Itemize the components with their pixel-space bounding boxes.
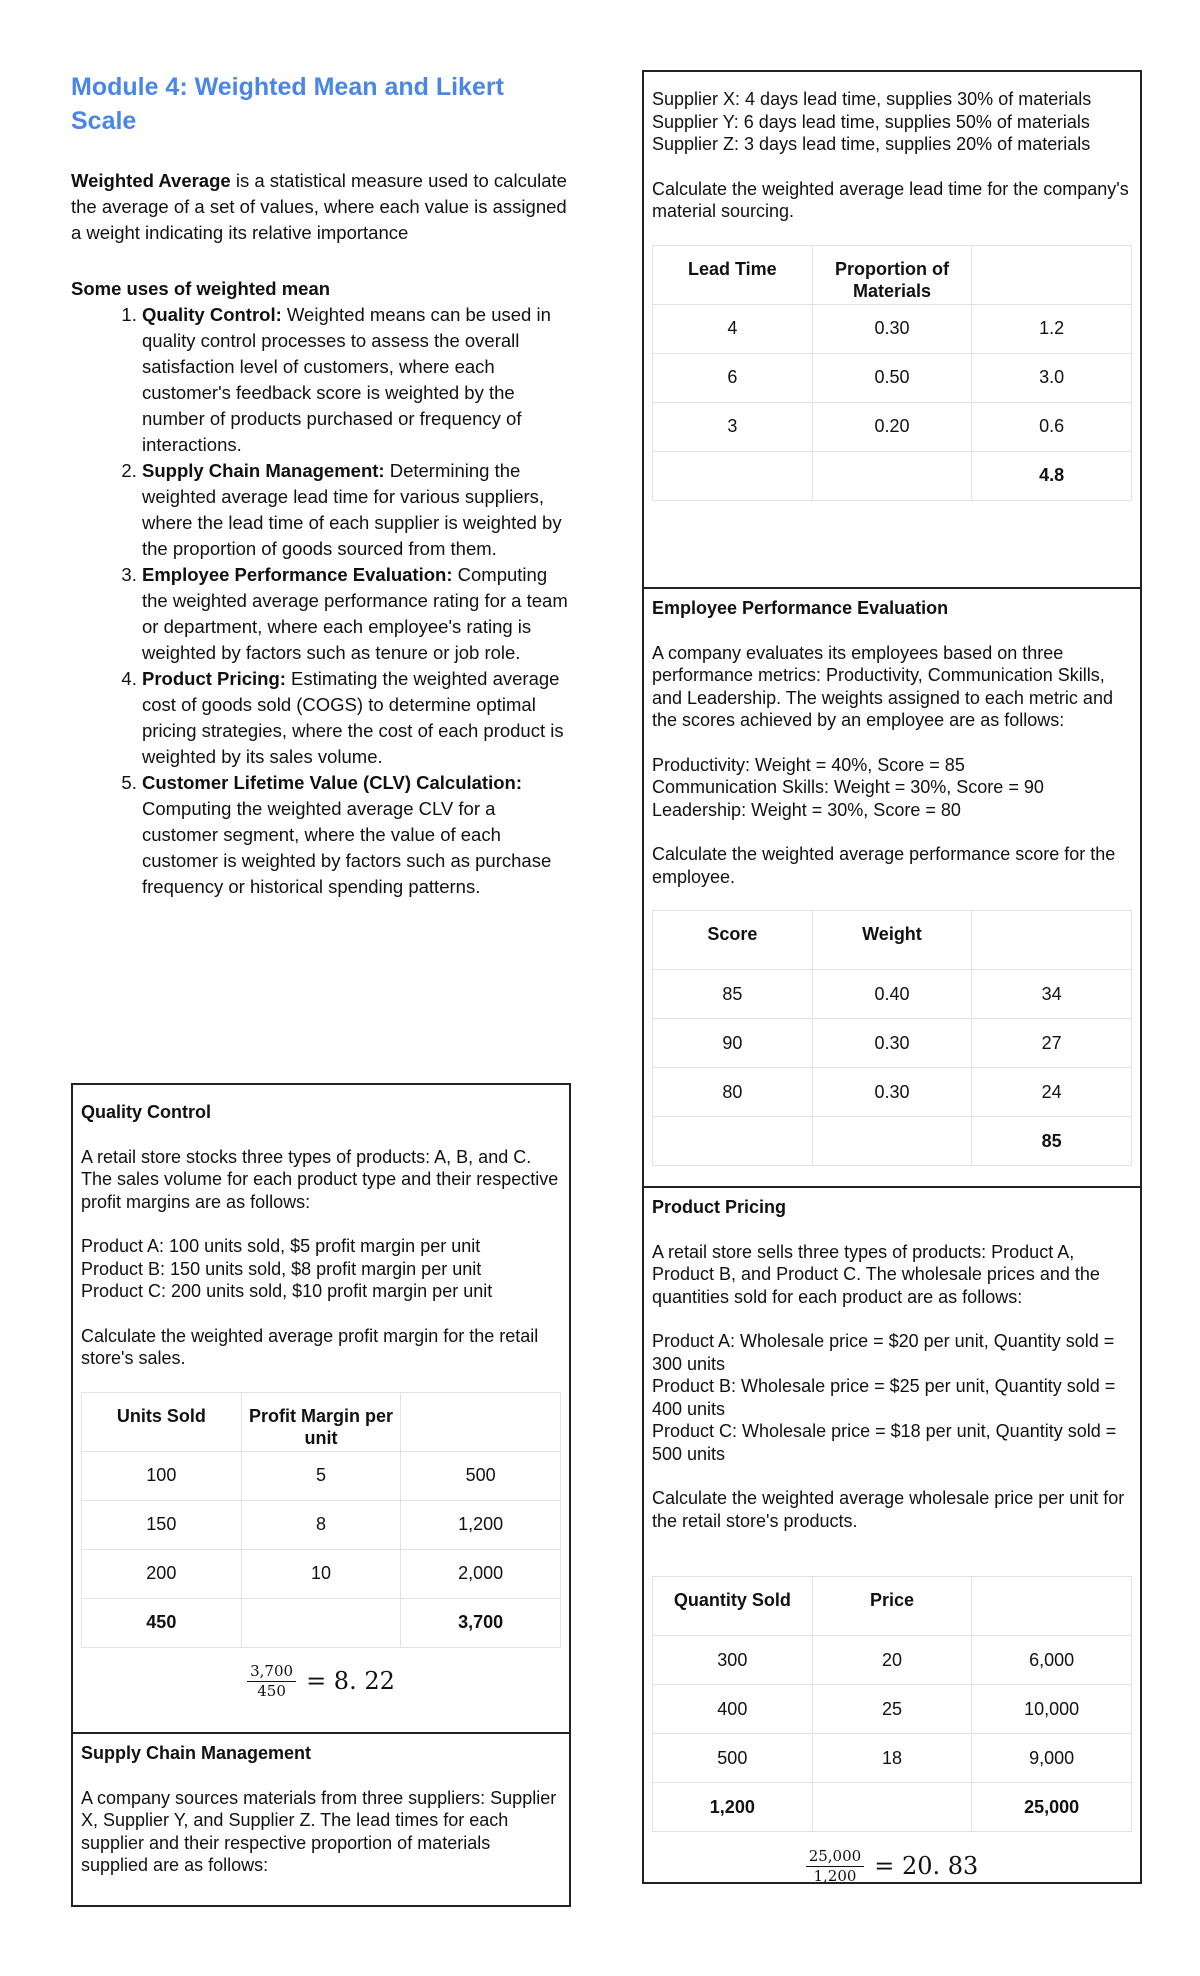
table-cell: 0.30	[812, 1068, 972, 1117]
table-cell: 0.30	[812, 304, 972, 353]
table-cell: 200	[82, 1549, 242, 1598]
use-label: Employee Performance Evaluation:	[142, 564, 453, 585]
uses-list	[71, 302, 571, 900]
section-line: Product C: Wholesale price = $18 per unit, Quantity sold = 500 units	[652, 1421, 1117, 1464]
column-header	[401, 1392, 561, 1451]
table-cell: 3,700	[401, 1598, 561, 1647]
product-pricing-section	[644, 1188, 1140, 1900]
section-heading: Supply Chain Management	[81, 1743, 312, 1763]
definition-term: Weighted Average	[71, 170, 231, 191]
table-cell: 1,200	[653, 1783, 813, 1832]
table-header-row	[653, 1577, 1132, 1636]
table-cell: 9,000	[972, 1734, 1132, 1783]
section-line: Leadership: Weight = 30%, Score = 80	[652, 799, 961, 820]
table-row	[82, 1549, 561, 1598]
table-cell: 3.0	[972, 353, 1132, 402]
use-label: Product Pricing:	[142, 668, 286, 689]
table-total-row	[82, 1598, 561, 1647]
formula-result: = 20. 83	[874, 1851, 979, 1880]
table-cell: 90	[653, 1019, 813, 1068]
table-cell: 0.30	[812, 1019, 972, 1068]
uses-title: Some uses of weighted mean	[71, 278, 331, 299]
table-cell: 0.6	[972, 402, 1132, 451]
table-row	[82, 1451, 561, 1500]
supply-chain-section	[73, 1734, 569, 1877]
section-intro: A retail store sells three types of products: Product A, Product B, and Product C. The wholesale prices and the quantities sold for each product are as follows:	[652, 1241, 1100, 1307]
column-header: Quantity Sold	[653, 1577, 813, 1636]
table-cell: 24	[972, 1068, 1132, 1117]
use-label: Supply Chain Management:	[142, 460, 385, 481]
column-header	[972, 1577, 1132, 1636]
supply-table	[652, 245, 1132, 501]
table-row	[653, 1685, 1132, 1734]
table-row	[653, 1734, 1132, 1783]
table-row	[653, 402, 1132, 451]
table-total-row	[653, 1117, 1132, 1166]
section-question: Calculate the weighted average performance score for the employee.	[652, 844, 1116, 887]
section-heading: Quality Control	[81, 1102, 211, 1122]
section-line: Product B: 150 units sold, $8 profit margin per unit	[81, 1258, 482, 1279]
table-cell: 400	[653, 1685, 813, 1734]
table-total-row	[653, 451, 1132, 500]
definition-text: is a statistical measure used to calculate the average of a set of values, where each value is assigned a weight indicating its relative importance	[71, 170, 567, 243]
column-header: Weight	[812, 911, 972, 970]
table-cell: 0.50	[812, 353, 972, 402]
pricing-table	[652, 1576, 1132, 1832]
table-cell: 8	[241, 1500, 401, 1549]
section-line: Product B: Wholesale price = $25 per unit, Quantity sold = 400 units	[652, 1376, 1116, 1419]
table-cell	[812, 451, 972, 500]
table-row	[653, 353, 1132, 402]
table-row	[653, 1068, 1132, 1117]
formula-result: = 8. 22	[306, 1667, 395, 1696]
table-cell: 500	[653, 1734, 813, 1783]
column-header: Lead Time	[653, 245, 813, 304]
table-cell: 5	[241, 1451, 401, 1500]
employee-table	[652, 910, 1132, 1166]
table-cell: 6	[653, 353, 813, 402]
section-intro: A company sources materials from three suppliers: Supplier X, Supplier Y, and Supplier Z. The lead times for each supplier and their respective proportion of materials supplied are as follows:	[81, 1787, 557, 1875]
table-cell: 10,000	[972, 1685, 1132, 1734]
section-line: Product A: Wholesale price = $20 per unit, Quantity sold = 300 units	[652, 1331, 1115, 1374]
left-example-box	[71, 1083, 571, 1907]
use-text: Weighted means can be used in quality control processes to assess the overall satisfaction level of customers, where each customer's feedback score is weighted by the number of products purchased or frequency of interactions.	[142, 304, 551, 455]
table-cell	[653, 1117, 813, 1166]
use-text: Computing the weighted average CLV for a customer segment, where the value of each customer is weighted by factors such as purchase frequency or historical spending patterns.	[142, 798, 552, 897]
quality-control-section	[73, 1093, 569, 1734]
use-label: Quality Control:	[142, 304, 282, 325]
table-cell	[812, 1783, 972, 1832]
table-header-row	[82, 1392, 561, 1451]
section-intro: A retail store stocks three types of products: A, B, and C. The sales volume for each product type and their respective profit margins are as follows:	[81, 1146, 559, 1212]
list-item	[142, 302, 571, 458]
table-cell: 150	[82, 1500, 242, 1549]
employee-performance-section	[644, 589, 1140, 1188]
table-cell: 3	[653, 402, 813, 451]
section-line: Supplier Z: 3 days lead time, supplies 20% of materials	[652, 134, 1091, 154]
column-header	[972, 911, 1132, 970]
table-cell	[812, 1117, 972, 1166]
table-cell: 27	[972, 1019, 1132, 1068]
table-cell: 0.40	[812, 970, 972, 1019]
numerator: 3,700	[247, 1662, 296, 1682]
column-header: Price	[812, 1577, 972, 1636]
table-cell: 6,000	[972, 1636, 1132, 1685]
table-row	[653, 304, 1132, 353]
section-line: Product A: 100 units sold, $5 profit margin per unit	[81, 1236, 481, 1256]
table-header-row	[653, 911, 1132, 970]
column-header: Proportion of Materials	[812, 245, 972, 304]
section-heading: Employee Performance Evaluation	[652, 598, 949, 618]
page-title: Module 4: Weighted Mean and Likert Scale	[71, 73, 504, 135]
denominator: 450	[257, 1682, 286, 1700]
table-cell: 100	[82, 1451, 242, 1500]
table-cell: 300	[653, 1636, 813, 1685]
use-label: Customer Lifetime Value (CLV) Calculation:	[142, 772, 522, 793]
table-cell	[241, 1598, 401, 1647]
section-intro: A company evaluates its employees based on three performance metrics: Productivity, Communication Skills, and Leadership. The weights assigned to each metric and the scores achieved by an employee are as follows:	[652, 642, 1113, 730]
list-item	[142, 770, 571, 900]
section-line: Communication Skills: Weight = 30%, Score = 90	[652, 777, 1044, 797]
denominator: 1,200	[813, 1866, 857, 1885]
column-header: Profit Margin per unit	[241, 1392, 401, 1451]
table-cell: 25,000	[972, 1783, 1132, 1832]
right-example-box	[642, 70, 1142, 1884]
table-cell: 20	[812, 1636, 972, 1685]
table-cell: 500	[401, 1451, 561, 1500]
column-header: Units Sold	[82, 1392, 242, 1451]
table-cell: 85	[653, 970, 813, 1019]
definition-paragraph	[71, 168, 571, 246]
table-cell: 34	[972, 970, 1132, 1019]
use-text: Computing the weighted average performance rating for a team or department, where each employee's rating is weighted by factors such as tenure or job role.	[142, 564, 568, 663]
column-header	[972, 245, 1132, 304]
table-cell: 4.8	[972, 451, 1132, 500]
use-text: Determining the weighted average lead time for various suppliers, where the lead time of each supplier is weighted by the proportion of goods sourced from them.	[142, 460, 562, 559]
list-item	[142, 666, 571, 770]
supply-chain-continued-section	[644, 80, 1140, 589]
fraction	[806, 1847, 865, 1886]
section-question: Calculate the weighted average profit margin for the retail store's sales.	[81, 1325, 539, 1368]
table-header-row	[653, 245, 1132, 304]
fraction	[247, 1662, 296, 1701]
section-line: Supplier X: 4 days lead time, supplies 30% of materials	[652, 89, 1092, 109]
column-header: Score	[653, 911, 813, 970]
table-cell	[653, 451, 813, 500]
table-cell: 1,200	[401, 1500, 561, 1549]
table-cell: 80	[653, 1068, 813, 1117]
table-cell: 2,000	[401, 1549, 561, 1598]
quality-table	[81, 1392, 561, 1648]
table-row	[82, 1500, 561, 1549]
section-line: Productivity: Weight = 40%, Score = 85	[652, 754, 965, 775]
section-question: Calculate the weighted average wholesale price per unit for the retail store's products.	[652, 1488, 1125, 1531]
use-text: Estimating the weighted average cost of goods sold (COGS) to determine optimal pricing strategies, where the cost of each product is weighted by its sales volume.	[142, 668, 564, 767]
table-cell: 1.2	[972, 304, 1132, 353]
table-cell: 18	[812, 1734, 972, 1783]
list-item	[142, 458, 571, 562]
table-cell: 450	[82, 1598, 242, 1647]
section-line: Product C: 200 units sold, $10 profit margin per unit	[81, 1281, 493, 1301]
table-row	[653, 1019, 1132, 1068]
table-cell: 25	[812, 1685, 972, 1734]
table-row	[653, 1636, 1132, 1685]
table-cell: 4	[653, 304, 813, 353]
table-total-row	[653, 1783, 1132, 1832]
table-cell: 10	[241, 1549, 401, 1598]
table-cell: 0.20	[812, 402, 972, 451]
section-heading: Product Pricing	[652, 1197, 787, 1217]
pricing-formula	[652, 1832, 1132, 1900]
table-cell: 85	[972, 1117, 1132, 1166]
left-column	[71, 70, 571, 900]
list-item	[142, 562, 571, 666]
quality-formula	[81, 1648, 561, 1716]
table-row	[653, 970, 1132, 1019]
section-line: Supplier Y: 6 days lead time, supplies 50% of materials	[652, 111, 1090, 132]
section-question: Calculate the weighted average lead time for the company's material sourcing.	[652, 178, 1129, 221]
numerator: 25,000	[806, 1847, 865, 1867]
